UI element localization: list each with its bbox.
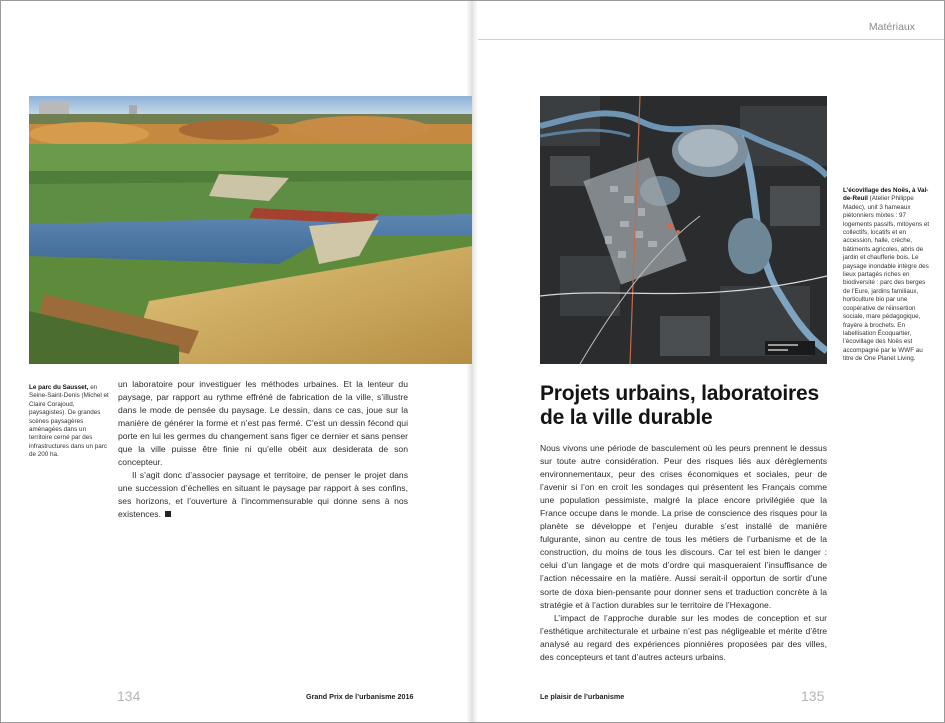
park-caption-title: Le parc du Sausset, <box>29 384 89 391</box>
page-number-right: 135 <box>801 688 825 704</box>
ecovillage-caption-text: (Atelier Philippe Madec), unit 3 hameaux piétonniers mixtes : 97 logements passifs, mitoyens et collectifs, locatifs et en accession, halle, crèche, bâtiments agricoles, abris de jardin et chaufferie bois. Le paysage inondable intègre des lieux partagés riches en biodiversité : parc des berges de l’Eure, jardins familiaux, horticulture bio par une coopérative de réinsertion sociale, mare pédagogique, frayère à brochets. En labellisation Écoquartier, l’écovillage des Noës est accompagné par le WWF au titre de One Planet Living. <box>843 195 930 363</box>
right-paragraph-1: Nous vivons une période de basculement où les peurs prennent le dessus sur toute autre considération. Peur des risques liés aux dérèglements environnementaux, peur des crises économiques et sociales, peur de l’avenir si l’on en croit les sondages qui présentent les Français comme une population pessimiste, malgré la place encore privilégiée que la France occupe dans le monde. La prise de conscience des risques pour la planète se développe et l’enjeu durable s’est installé de manière fulgurante, sinon au centre de tous les métiers de l’urbanisme et de la construction, du moins de tous les discours. Car tel est bien le danger : celui d’un langage et de mots d’ordre qui masqueraient l’insuffisance de l’action nécessaire en la matière. Aussi serait-il opportun de sortir d’une sorte de doxa bien-pensante pour donner sens et traduction concrète à la stratégie et à l’action durables sur le territoire de l’Hexagone. <box>540 443 827 610</box>
left-paragraph-2 <box>118 469 408 521</box>
page-number-left: 134 <box>117 688 141 704</box>
park-caption-text: en Seine-Saint-Denis (Michel et Claire Corajoud, paysagistes). De grandes scènes paysagères aménagées dans un territoire cerné par des infrastructures dans un parc de 200 ha. <box>29 384 109 459</box>
running-title-left: Grand Prix de l’urbanisme 2016 <box>306 692 414 701</box>
aerial-map-photo <box>540 96 827 364</box>
park-photo <box>29 96 472 364</box>
left-paragraph-1: un laboratoire pour investiguer les méthodes urbaines. Et la lenteur du paysage, par rapport au rythme effréné de fabrication de la ville, s’illustre dans le mode de pensée du paysage. Le dessin, dans ce cas, joue sur la manière de générer la forme et n’est pas fermé. C’est un dessin fécond qui porte en lui les germes du changement sans figer ce dernier et sans penser que la ville puisse être finie ni qu’elle obéit aux desiderata de son concepteur. <box>118 379 408 468</box>
article-headline: Projets urbains, laboratoires de la ville durable <box>540 382 819 429</box>
right-body-text <box>540 442 827 664</box>
end-of-article-mark <box>165 511 171 517</box>
ecovillage-caption-title: L’écovillage des Noës, à Val-de-Reuil <box>843 187 929 203</box>
left-body-text <box>118 378 408 522</box>
left-paragraph-2-text: Il s’agit donc d’associer paysage et territoire, de penser le projet dans une succession d’échelles en situant le paysage par rapport à ses confins, ses horizons, et l’ouverture à l’incommensurable qui donne sens à nos existences. <box>118 470 408 520</box>
park-caption <box>29 384 109 460</box>
ecovillage-caption <box>843 187 933 364</box>
running-title-right: Le plaisir de l’urbanisme <box>540 692 625 701</box>
header-rule <box>478 39 944 40</box>
right-paragraph-2: L’impact de l’approche durable sur les modes de conception et sur l’esthétique architecturale et urbaine n’est pas négligeable et mérite d’être analysé au regard des expériences pionnières proposées par des villes, des concepteurs et tant d’autres acteurs urbains. <box>540 612 827 662</box>
section-label: Matériaux <box>868 21 915 33</box>
